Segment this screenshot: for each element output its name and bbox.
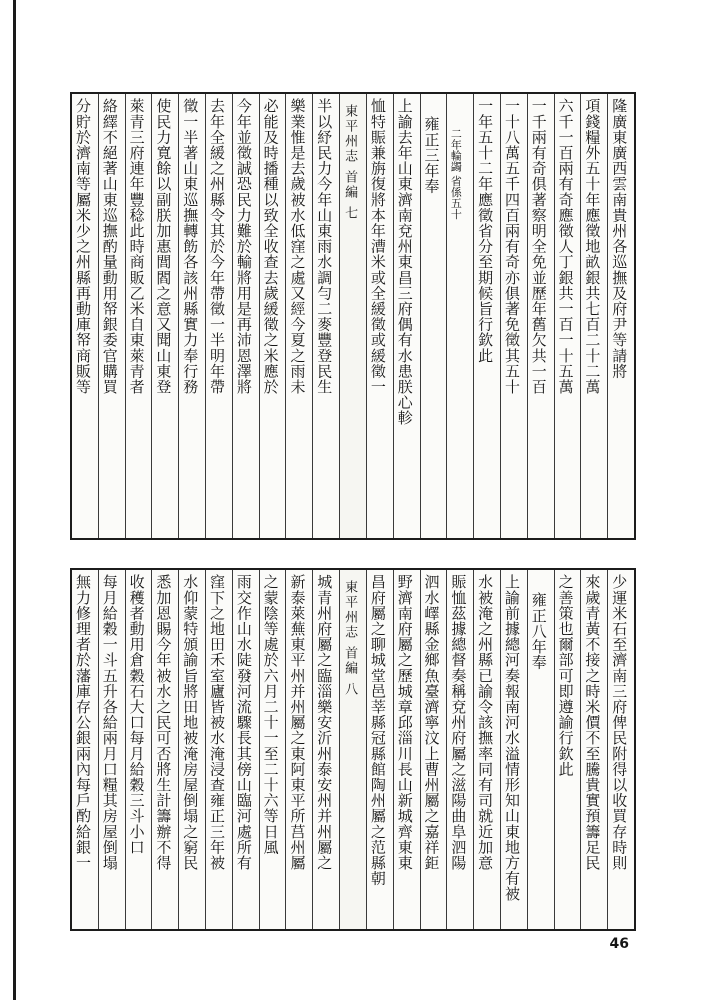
text-column: 昌府屬之聊城堂邑莘縣冠縣館陶州屬之范縣朝 [368, 574, 387, 886]
top-page-column [312, 94, 339, 538]
center-fold-label: 東平州志 首編 八 [342, 580, 358, 698]
bottom-page-column [580, 570, 607, 929]
bottom-page-column [232, 570, 259, 929]
top-page-column [339, 94, 366, 538]
top-page-column [366, 94, 393, 538]
binding-gutter-line [13, 0, 16, 1000]
bottom-page-column [420, 570, 447, 929]
text-column: 一十八萬五千四百兩有奇亦俱著免徵其五十 [502, 98, 521, 395]
text-column: 雨交作山水陡發河流驟長其傍山臨河處所有 [234, 574, 253, 871]
bottom-page-column [500, 570, 527, 929]
text-column: 泗水嶧縣金鄉魚臺濟寧汶上曹州屬之嘉祥鉅 [422, 574, 441, 871]
bottom-page-column [527, 570, 554, 929]
top-page-column [178, 94, 205, 538]
top-page-column [446, 94, 473, 538]
top-page-column [72, 94, 98, 538]
text-column: 新泰萊蕪東平州并州屬之東阿東平所莒州屬 [288, 574, 307, 871]
text-column: 項錢糧外五十年應徵地畝銀共七百二十二萬 [583, 98, 602, 395]
text-column: 恤特賑兼旃復將本年漕米或全緩徵或緩徵一 [368, 98, 387, 395]
bottom-page-column [607, 570, 634, 929]
bottom-page-column [473, 570, 500, 929]
bottom-page-column [259, 570, 286, 929]
text-column: 賑恤茲據總督奏稱兗州府屬之滋陽曲阜泗陽 [449, 574, 468, 871]
bottom-page-column [205, 570, 232, 929]
text-column: 去年全緩之州縣令其於今年帶徵一半明年帶 [208, 98, 226, 395]
text-column: 樂業惟是去歲被水低窪之處又經今夏之雨未 [288, 98, 307, 395]
top-page-column [580, 94, 607, 538]
text-column: 一年五十二年應徵省分至期候旨行欽此 [476, 98, 495, 364]
top-page-column [607, 94, 634, 538]
top-page-column [259, 94, 286, 538]
text-column: 雍正三年奉 [422, 116, 441, 194]
bottom-page-column [72, 570, 98, 929]
top-page-frame [70, 92, 636, 540]
center-fold-label: 東平州志 首編 七 [342, 104, 358, 222]
text-column: 水仰蒙特頒諭旨將田地被淹房屋倒塌之窮民 [181, 574, 200, 871]
bottom-page-column [446, 570, 473, 929]
text-column: 隆廣東廣西雲南貴州各巡撫及府尹等請將 [610, 98, 629, 379]
text-column: 之善策也爾部可即遵諭行欽此 [556, 574, 575, 777]
text-column: 水被淹之州縣已諭令該撫率同有司就近加意 [476, 574, 495, 871]
top-page-column [125, 94, 152, 538]
bottom-page-column [98, 570, 125, 929]
text-column: 使民力寬餘以副朕加惠閭閻之意又聞山東登 [154, 98, 173, 395]
text-column: 分貯於濟南等屬米少之州縣再動庫帑商販等 [73, 98, 92, 395]
text-column: 城青州府屬之臨淄樂安沂州泰安州并州屬之 [315, 574, 334, 871]
text-column: 二年輪蠲 省係五十 [449, 128, 463, 220]
text-column: 半以紓民力今年山東雨水調勻二麥豐登民生 [315, 98, 334, 395]
text-column: 來歲青黃不接之時米價不至騰貴實預籌足民 [583, 574, 602, 871]
top-page-column [500, 94, 527, 538]
text-column: 少運米石至濟南三府俾民附得以收買存時則 [610, 574, 629, 871]
bottom-page-column [554, 570, 581, 929]
bottom-page-column [393, 570, 420, 929]
top-page-column [554, 94, 581, 538]
text-column: 野濟南府屬之歷城章邱淄川長山新城齊東東 [395, 574, 414, 871]
text-column: 無力修理者於藩庫存公銀兩內每戶酌給銀一 [73, 574, 92, 871]
text-column: 必能及時播種以致全收查去歲緩徵之米應於 [261, 98, 280, 395]
text-column: 每月給穀一斗五升各給兩月口糧其房屋倒塌 [100, 574, 119, 871]
bottom-page-column [125, 570, 152, 929]
bottom-page-columns [72, 570, 634, 929]
text-column: 萊青三府連年豐稔此時商販乙米自東萊青者 [127, 98, 146, 395]
top-page-column [393, 94, 420, 538]
bottom-page-column [339, 570, 366, 929]
text-column: 上諭前據總河奏報南河水溢情形知山東地方有被 [502, 574, 521, 902]
top-page-column [285, 94, 312, 538]
text-column: 絡繹不絕著山東巡撫酌量動用帑銀委官購買 [100, 98, 119, 395]
top-page-column [151, 94, 178, 538]
text-column: 窪下之地田禾室廬皆被水淹浸查雍正三年被 [208, 574, 226, 871]
text-column: 六千一百兩有奇應徵人丁銀共一百一十五萬 [556, 98, 575, 395]
top-page-column [205, 94, 232, 538]
text-column: 今年並徵誠恐民力難於輸將用是再沛恩澤將 [234, 98, 253, 395]
text-column: 一千兩有奇俱著察明全免並歷年舊欠共一百 [529, 98, 548, 395]
bottom-page-column [366, 570, 393, 929]
text-column: 悉加恩賜今年被水之民可否將生計籌辦不得 [154, 574, 173, 871]
top-page-column [420, 94, 447, 538]
bottom-page-column [312, 570, 339, 929]
bottom-page-column [178, 570, 205, 929]
page-number: 46 [609, 936, 629, 952]
text-column: 徵一半著山東巡撫轉飭各該州縣實力奉行務 [181, 98, 200, 395]
bottom-page-frame [70, 568, 636, 931]
top-page-column [98, 94, 125, 538]
text-column: 上諭去年山東濟南兗州東昌三府偶有水患朕心軫 [395, 98, 414, 426]
text-column: 之蒙陰等處於六月二十一至二十六等日風 [261, 574, 280, 855]
text-column: 收穫者動用倉穀石大口每月給穀三斗小口 [127, 574, 146, 855]
bottom-page-column [151, 570, 178, 929]
text-column: 雍正八年奉 [529, 592, 548, 670]
bottom-page-column [285, 570, 312, 929]
top-page-column [473, 94, 500, 538]
top-page-column [232, 94, 259, 538]
top-page-column [527, 94, 554, 538]
top-page-columns [72, 94, 634, 538]
